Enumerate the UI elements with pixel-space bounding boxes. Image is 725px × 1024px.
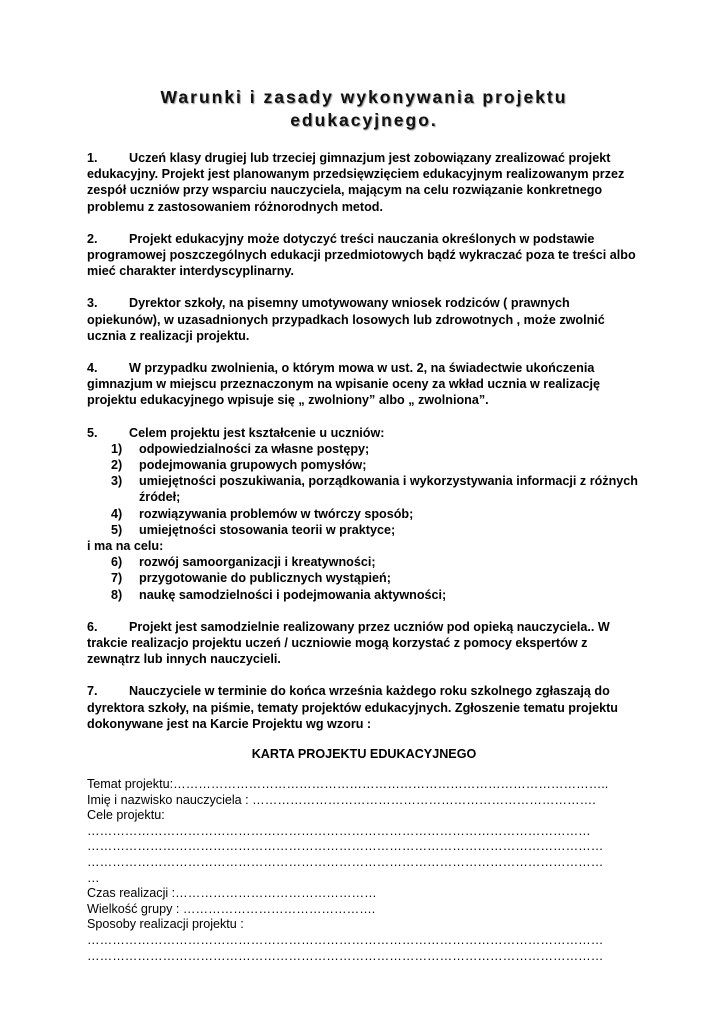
- list-item-text: odpowiedzialności za własne postępy;: [139, 441, 370, 456]
- list-item-number: 2): [111, 458, 123, 473]
- goals-list-a: [87, 441, 641, 538]
- form-line-topic: Temat projektu:…………………………………………………………………………………………..: [87, 777, 609, 792]
- form-line-methods-label: Sposoby realizacji projektu :: [87, 917, 244, 932]
- paragraph-6: [87, 619, 641, 668]
- list-item-text: rozwiązywania problemów w twórczy sposób;: [139, 506, 414, 521]
- list-item-number: 1): [111, 441, 123, 456]
- paragraph-3: [87, 295, 641, 344]
- list-item: [87, 473, 641, 505]
- paragraph-number: 3.: [87, 296, 98, 311]
- list-item-number: 4): [111, 506, 123, 521]
- paragraph-text: Nauczyciele w terminie do końca września każdego roku szkolnego zgłaszają do dyrektora szkoły, na piśmie, tematy projektów edukacyjnych. Zgłoszenie tematu projektu dokonywane jest na Karcie Projektu wg wzoru :: [87, 684, 618, 731]
- list-item: [87, 587, 641, 603]
- paragraph-text: Projekt edukacyjny może dotyczyć treści nauczania określonych w podstawie programowej poszczególnych edukacji przedmiotowych bądź wykraczać poza te treści albo mieć charakter interdyscyplinarny.: [87, 231, 636, 279]
- form-line-goals-2: ……………………………………………………………………………………………………………: [87, 839, 604, 854]
- list-item: [87, 441, 641, 457]
- form-line-goals-4: …: [87, 870, 100, 885]
- project-card-form: [87, 777, 641, 964]
- title-line-1: Warunki i zasady wykonywania projektu: [160, 87, 568, 107]
- paragraph-number: 1.: [87, 151, 98, 165]
- paragraph-number: 6.: [87, 619, 98, 634]
- paragraph-2: [87, 231, 641, 280]
- list-item-number: 8): [111, 587, 123, 602]
- paragraph-4: [87, 360, 641, 409]
- list-item-number: 5): [111, 522, 123, 537]
- paragraph-text: Uczeń klasy drugiej lub trzeciej gimnazjum jest zobowiązany zrealizować projekt edukacyjny. Projekt jest planowanym przedsięwzięciem edukacyjnym realizowanym przez zespół uczniów przy wsparciu nauczyciela, mającym na celu rozwiązanie konkretnego problemu z zastosowaniem różnorodnych metod.: [87, 151, 625, 214]
- paragraph-5: [87, 425, 641, 603]
- document-page: [87, 86, 641, 964]
- list-item-number: 6): [111, 555, 123, 570]
- form-line-goals-3: ……………………………………………………………………………………………………………: [87, 855, 604, 870]
- list-item: [87, 522, 641, 538]
- list-item-text: umiejętności poszukiwania, porządkowania i wykorzystywania informacji z różnych źródeł;: [139, 474, 638, 505]
- paragraph-text: Projekt jest samodzielnie realizowany przez uczniów pod opieką nauczyciela.. W trakcie realizacjo projektu uczeń / uczniowie mogą korzystać z pomocy ekspertów z zewnątrz lub innych nauczycieli.: [87, 619, 610, 667]
- list-item: [87, 554, 641, 570]
- list-item-text: rozwój samoorganizacji i kreatywności;: [139, 555, 376, 570]
- goals-list-b: [87, 554, 641, 603]
- list-item-text: podejmowania grupowych pomysłów;: [139, 458, 367, 473]
- paragraph-number: 7.: [87, 684, 98, 699]
- paragraph-number: 2.: [87, 231, 98, 246]
- form-line-goals-label: Cele projektu:: [87, 808, 165, 823]
- paragraph-text: Dyrektor szkoły, na pisemny umotywowany wniosek rodziców ( prawnych opiekunów), w uzasadnionych przypadkach losowych lub zdrowotnych , może zwolnić ucznia z realizacji projektu.: [87, 296, 605, 343]
- list-item-number: 3): [111, 474, 123, 489]
- list-item-text: umiejętności stosowania teorii w praktyce;: [139, 522, 396, 537]
- paragraph-7: [87, 683, 641, 732]
- document-title: [87, 86, 641, 132]
- list-item-text: przygotowanie do publicznych wystąpień;: [139, 571, 391, 586]
- paragraph-number: 4.: [87, 361, 98, 376]
- list-item: [87, 506, 641, 522]
- form-line-methods-1: ……………………………………………………………………………………………………………: [87, 933, 604, 948]
- form-line-group-size: Wielkość grupy : ……………………………………….: [87, 901, 376, 916]
- title-line-2: edukacyjnego.: [290, 110, 438, 130]
- paragraph-text: Celem projektu jest kształcenie u uczniów:: [129, 425, 385, 440]
- goals-intro: i ma na celu:: [87, 539, 164, 554]
- list-item-number: 7): [111, 571, 123, 586]
- form-line-goals-1: …………………………………………………………………………………………………………: [87, 823, 591, 838]
- document-body: [87, 150, 641, 732]
- paragraph-text: W przypadku zwolnienia, o którym mowa w ust. 2, na świadectwie ukończenia gimnazjum w miejscu przeznaczonym na wpisanie oceny za wkład ucznia w realizację projektu edukacyjnego wpisuje się „ zwolniony” albo „ zwolniona”.: [87, 361, 601, 408]
- card-title: KARTA PROJEKTU EDUKACYJNEGO: [251, 747, 477, 762]
- form-line-duration: Czas realizacji :…………………………………………: [87, 886, 377, 901]
- paragraph-number: 5.: [87, 425, 98, 440]
- form-line-methods-2: ……………………………………………………………………………………………………………: [87, 948, 604, 963]
- list-item: [87, 457, 641, 473]
- form-line-teacher: Imię i nazwisko nauczyciela : ……………………………………………………………………….: [87, 792, 596, 807]
- list-item-text: naukę samodzielności i podejmowania aktywności;: [139, 587, 447, 602]
- paragraph-1: [87, 150, 641, 215]
- list-item: [87, 570, 641, 586]
